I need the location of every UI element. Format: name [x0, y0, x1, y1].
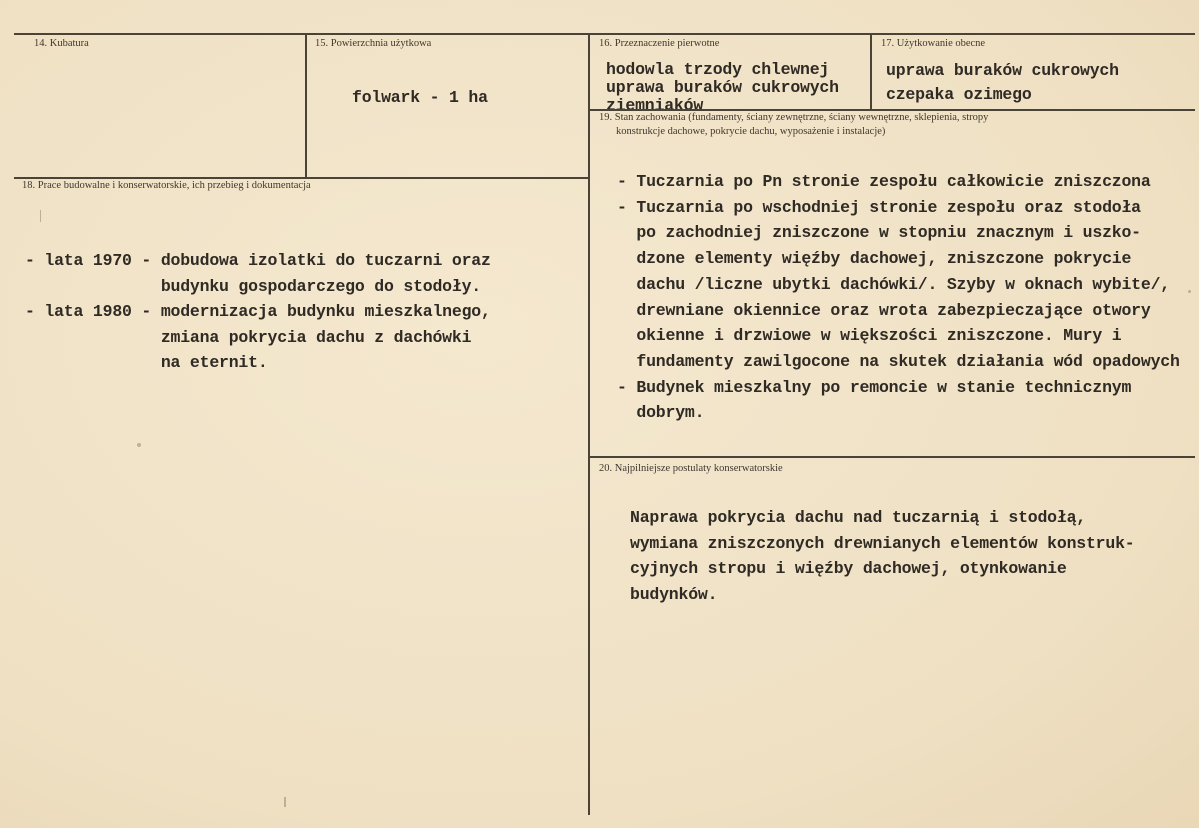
paper-speck — [284, 797, 286, 807]
field-19-line: po zachodniej zniszczone w stopniu znacznym i uszko- — [617, 223, 1141, 243]
field-19-line: - Budynek mieszkalny po remoncie w stanie technicznym — [617, 377, 1132, 397]
field-18-line: na eternit. — [25, 353, 268, 372]
field-19-line: drewniane okiennice oraz wrota zabezpieczające otwory — [617, 300, 1151, 320]
field-16-label: 16. Przeznaczenie pierwotne — [599, 38, 720, 49]
field-19-label-line2: konstrukcje dachowe, pokrycie dachu, wyposażenie i instalacje) — [616, 126, 886, 137]
paper-speck — [1188, 290, 1191, 293]
paper-speck — [137, 443, 141, 447]
field-19-label-line1: 19. Stan zachowania (fundamenty, ściany zewnętrzne, ściany wewnętrzne, sklepienia, stropy — [599, 112, 989, 123]
field-18-line: - lata 1970 - dobudowa izolatki do tuczarni oraz — [25, 251, 491, 270]
top-rule — [14, 33, 1195, 35]
field-19-line: - Tuczarnia po wschodniej stronie zespołu oraz stodoła — [617, 197, 1141, 217]
field-18-label: 18. Prace budowalne i konserwatorskie, ich przebieg i dokumentacja — [22, 180, 311, 191]
field-19-line: okienne i drzwiowe w większości zniszczone. Mury i — [617, 326, 1122, 346]
field-20-body — [630, 505, 1134, 607]
paper-speck — [40, 210, 41, 222]
field-17-line: uprawa buraków cukrowych — [886, 61, 1119, 80]
rule-right-20 — [590, 456, 1195, 458]
field-16-clip — [600, 96, 870, 109]
field-20-line: Naprawa pokrycia dachu nad tuczarnią i stodołą, — [630, 508, 1086, 527]
field-19-line: dobrym. — [617, 403, 705, 423]
divider-14-15 — [305, 35, 307, 177]
field-19-line: dachu /liczne ubytki dachówki/. Szyby w oknach wybite/, — [617, 274, 1170, 294]
field-18-line: - lata 1980 - modernizacja budynku mieszkalnego, — [25, 302, 491, 321]
field-16-line: ziemniaków — [606, 96, 704, 109]
field-20-line: cyjnych stropu i więźby dachowej, otynkowanie — [630, 559, 1067, 578]
field-16-line: hodowla trzody chlewnej — [606, 60, 830, 79]
field-19-line: dzone elementy więźby dachowej, zniszczone pokrycie — [617, 249, 1132, 269]
field-20-label: 20. Najpilniejsze postulaty konserwatorskie — [599, 463, 783, 474]
field-20-line: budynków. — [630, 584, 718, 604]
rule-right-19 — [590, 109, 1195, 111]
field-16-line: uprawa buraków cukrowych — [606, 78, 839, 97]
field-18-line: zmiana pokrycia dachu z dachówki — [25, 327, 472, 347]
field-14-label: 14. Kubatura — [34, 38, 89, 49]
field-18-body — [25, 248, 491, 376]
field-20-line: wymiana zniszczonych drewnianych elementów konstruk- — [630, 533, 1135, 553]
divider-center — [588, 35, 590, 815]
field-19-line: fundamenty zawilgocone na skutek działania wód opadowych — [617, 351, 1180, 371]
divider-16-17 — [870, 35, 872, 109]
field-15-label: 15. Powierzchnia użytkowa — [315, 38, 432, 49]
rule-left-18 — [14, 177, 588, 179]
field-19-body — [617, 169, 1197, 426]
field-17-label: 17. Użytkowanie obecne — [881, 38, 986, 49]
field-17-line: czepaka ozimego — [886, 85, 1032, 104]
field-19-line: - Tuczarnia po Pn stronie zespołu całkowicie zniszczona — [617, 172, 1151, 191]
field-18-line: budynku gospodarczego do stodoły. — [25, 276, 481, 296]
field-15-value: folwark - 1 ha — [352, 88, 488, 107]
